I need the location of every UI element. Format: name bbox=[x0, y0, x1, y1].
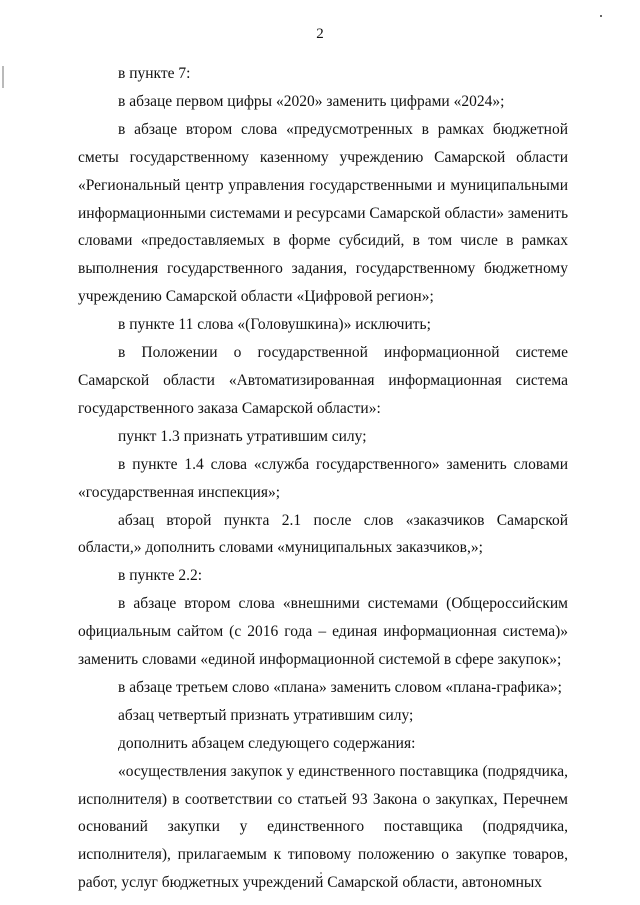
paragraph: в абзаце втором слова «внешними системами (Общероссийским официальным сайтом (с 2016 года – единая информационная система)» заменить словами «единой информационной системой в сфере закупок»; bbox=[78, 595, 568, 669]
paragraph: абзац четвертый признать утратившим силу; bbox=[118, 706, 414, 724]
paragraph: в пункте 7: bbox=[118, 65, 191, 82]
paragraph: дополнить абзацем следующего содержания: bbox=[118, 734, 416, 752]
paragraph: в пункте 2.2: bbox=[118, 567, 203, 585]
paragraph: в Положении о государственной информационной системе Самарской области «Автоматизированная информационная система государственного заказа Самарской области»: bbox=[78, 344, 568, 417]
scan-mark-right bbox=[600, 15, 602, 17]
document-body bbox=[78, 60, 568, 897]
paragraph: в пункте 11 слова «(Головушкина)» исключить; bbox=[118, 316, 431, 334]
paragraph: в пункте 1.4 слова «служба государственного» заменить словами «государственная инспекция»; bbox=[78, 455, 568, 501]
paragraph: абзац второй пункта 2.1 после слов «заказчиков Самарской области,» дополнить словами «муниципальных заказчиков,»; bbox=[78, 511, 568, 557]
scan-mark-left bbox=[2, 66, 4, 88]
paragraph: в абзаце втором слова «предусмотренных в рамках бюджетной сметы государственному казенному учреждению Самарской области «Региональный центр управления государственными и муниципальными информационными системами и ресурсами Самарской области» заменить словами «предоставляемых в форме субсидий, в том числе в рамках выполнения государственного задания, государственному бюджетному учреждению Самарской области «Цифровой регион»; bbox=[78, 120, 569, 306]
paragraph: в абзаце первом цифры «2020» заменить цифрами «2024»; bbox=[118, 92, 505, 110]
paragraph: в абзаце третьем слово «плана» заменить словом «плана-графика»; bbox=[118, 678, 562, 696]
page-number: 2 bbox=[316, 26, 324, 42]
paragraph: пункт 1.3 признать утратившим силу; bbox=[118, 427, 367, 445]
paragraph: «осуществления закупок у единственного поставщика (подрядчика, исполнителя) в соответствии со статьей 93 Закона о закупках, Перечнем оснований закупки у единственного поставщика (подрядчика, исполнителя), прилагаемым к типовому положению о закупке товаров, работ, услуг бюджетных учреждений Самарской области, автономных bbox=[78, 762, 568, 892]
